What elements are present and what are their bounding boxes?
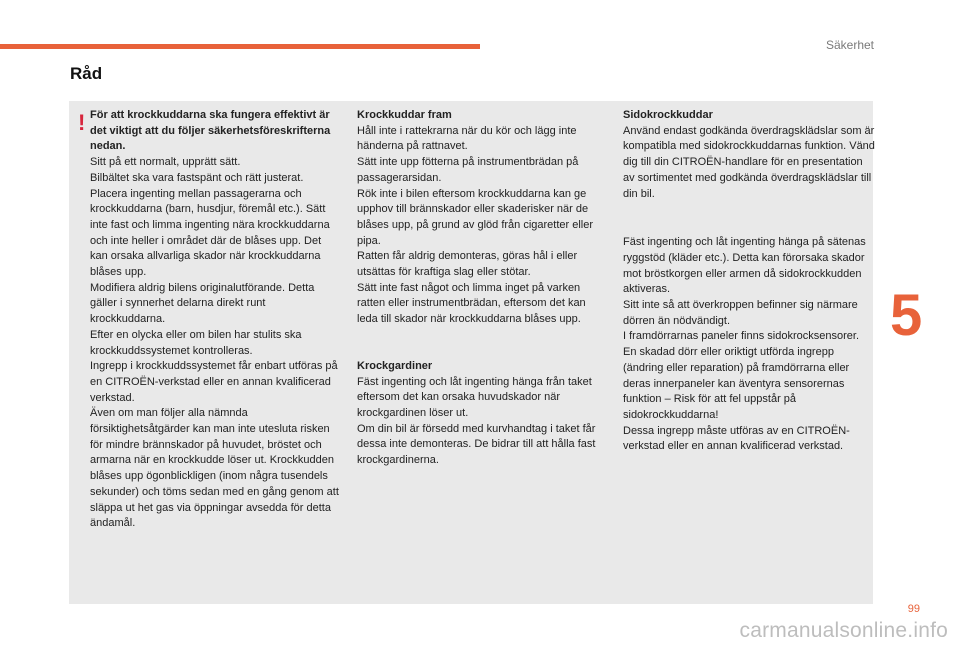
front-airbags-heading: Krockkuddar fram — [357, 109, 452, 121]
warning-heading: För att krockkuddarna ska fungera effektivt är det viktigt att du följer säkerhetsföreskrifterna nedan. — [90, 109, 331, 153]
warning-line: Även om man följer alla nämnda försiktighetsåtgärder kan man inte utesluta risken för mindre brännskador på huvudet, bröstet och armarna när en krockkudde löser ut. Krockkudden blåses upp ögonblickligen (inom några tusendels sekunder) och töms sedan med en gång genom att släppa ut het gas via öppningar avsedda för detta ändamål. — [90, 407, 339, 530]
warning-line: Fäst ingenting och låt ingenting hänga från taket eftersom det kan orsaka huvudskador när krockgardinen löser ut. — [357, 375, 592, 419]
warning-line: Ingrepp i krockkuddssystemet får enbart utföras på en CITROËN-verkstad eller en annan kvalificerad verkstad. — [90, 360, 338, 404]
side-airbags-heading: Sidokrockkuddar — [623, 109, 713, 121]
warning-line: Använd endast godkända överdragsklädslar som är kompatibla med sidokrockkuddarnas funktion. Vänd dig till din CITROËN-handlare för en presentation av sortimentet med godkända överdragsklädslar till din bil. — [623, 124, 875, 200]
warning-line: Ratten får aldrig demonteras, göras hål i eller utsättas för kraftiga slag eller stötar. — [357, 250, 578, 279]
page-title: Råd — [70, 64, 103, 83]
warning-line: Rök inte i bilen eftersom krockkuddarna kan ge upphov till brännskador eller skaderisker när de blåses upp, på grund av glöd från cigaretter eller pipa. — [357, 187, 594, 247]
warning-line: Bilbältet ska vara fastspänt och rätt justerat. — [90, 171, 304, 184]
page-number: 99 — [907, 603, 920, 615]
header-accent-bar — [0, 44, 480, 49]
warning-line: Håll inte i rattekrarna när du kör och lägg inte händerna på rattnavet. — [357, 124, 577, 153]
warning-line: Placera ingenting mellan passagerarna och krockkuddarna (barn, husdjur, föremål etc.). Sätt inte fast och limma ingenting nära krockkuddarna och inte heller i området där de blåses upp. Det kan orsaka allvarliga skador när krockkuddarna blåses upp. — [90, 187, 330, 279]
warning-line: Modifiera aldrig bilens originalutförande. Detta gäller i synnerhet delarna direkt runt krockkuddarna. — [90, 281, 315, 326]
warning-line: Dessa ingrepp måste utföras av en CITROËN-verkstad eller en annan kvalificerad verkstad. — [623, 424, 850, 453]
exclamation-icon: ! — [78, 110, 86, 135]
watermark: carmanualsonline.info — [739, 619, 948, 642]
warning-column-front-airbags — [357, 108, 607, 469]
warning-line: I framdörrarnas paneler finns sidokrocksensorer. — [623, 330, 859, 343]
section-label: Säkerhet — [825, 38, 874, 52]
warning-column-side-airbags — [623, 108, 875, 455]
warning-line: Sätt inte fast något och limma inget på varken ratten eller instrumentbrädan, eftersom det kan leda till skador när krockkuddarna blåses upp. — [357, 281, 586, 326]
warning-line: Om din bil är försedd med kurvhandtag i taket får dessa inte demonteras. De bidrar till att hålla fast krockgardinerna. — [357, 422, 596, 467]
curtain-airbags-heading: Krockgardiner — [357, 359, 433, 372]
warning-line: Sitt inte så att överkroppen befinner sig närmare dörren än nödvändigt. — [623, 299, 858, 327]
warning-line: En skadad dörr eller oriktigt utförda ingrepp (ändring eller reparation) på framdörrarna eller deras innerpaneler kan äventyra sensorernas funktion – Risk för att fel uppstår på sidokrockkuddarna! — [623, 346, 850, 421]
warning-line: Sitt på ett normalt, upprätt sätt. — [90, 156, 241, 169]
warning-line: Efter en olycka eller om bilen har stulits ska krockkuddssystemet kontrolleras. — [90, 328, 302, 357]
warning-column-general — [90, 108, 340, 532]
chapter-number: 5 — [890, 283, 923, 348]
warning-line: Sätt inte upp fötterna på instrumentbrädan på passagerarsidan. — [357, 156, 579, 184]
warning-line: Fäst ingenting och låt ingenting hänga på sätenas ryggstöd (kläder etc.). Detta kan förorsaka skador mot bröstkorgen eller armen då sidokrockkudden aktiveras. — [623, 236, 866, 296]
